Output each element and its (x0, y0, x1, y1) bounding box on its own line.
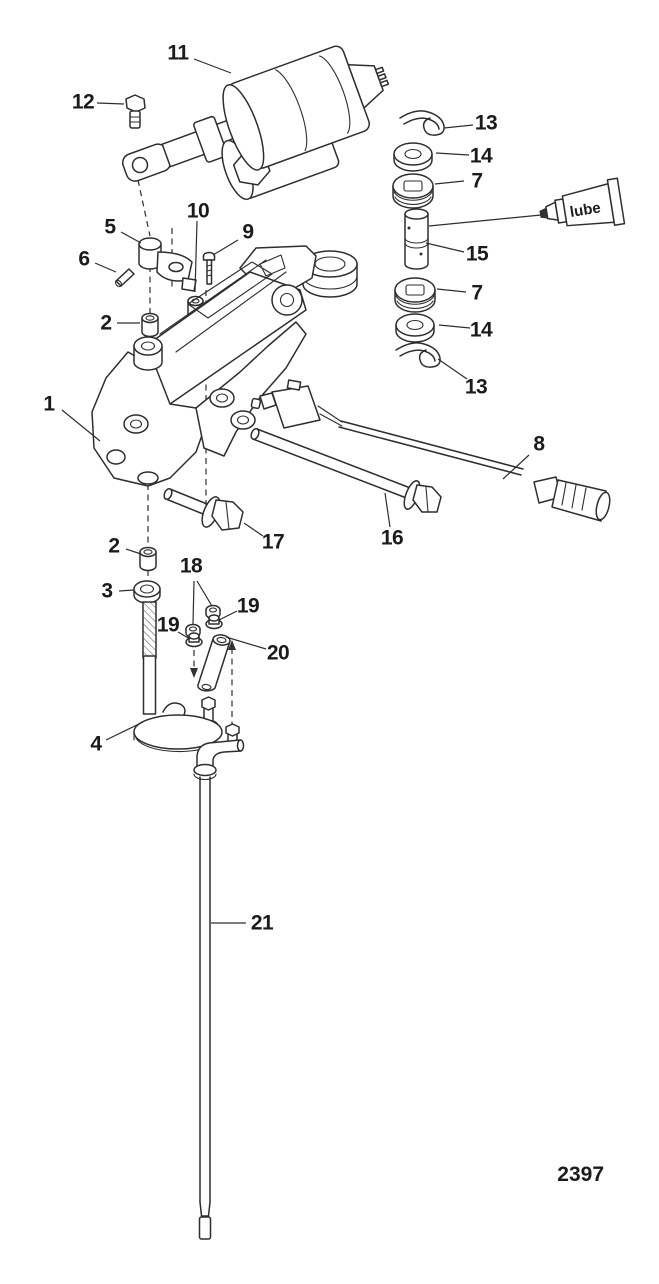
leader-line (244, 523, 263, 536)
callout-label-11: 11 (167, 41, 189, 65)
leader-line (435, 181, 464, 184)
leader-line (436, 153, 469, 155)
part-5-lever-arm (139, 238, 196, 291)
callout-label-15: 15 (465, 242, 489, 266)
lube-label: lube (568, 199, 602, 221)
leader-line (126, 549, 141, 554)
part-6-pin (114, 269, 134, 288)
leader-line (213, 240, 238, 255)
leader-line (385, 493, 390, 527)
callout-label-1: 1 (43, 392, 55, 416)
callout-label-4: 4 (90, 732, 102, 756)
leader-line (503, 455, 529, 479)
lube-tube (429, 178, 624, 236)
leader-line (193, 581, 194, 624)
figure-number: 2397 (557, 1163, 604, 1186)
leader-line (437, 289, 466, 292)
callout-label-6: 6 (78, 247, 90, 271)
part-13-clip-lower (396, 343, 440, 367)
part-9-screw (204, 253, 215, 285)
leader-line (121, 232, 141, 243)
callout-label-13: 13 (464, 375, 488, 399)
leader-lines (62, 59, 529, 923)
leader-line (194, 59, 231, 73)
leader-line (97, 103, 124, 104)
leader-line (426, 243, 464, 252)
callout-label-10: 10 (186, 199, 210, 223)
callout-label-2: 2 (100, 311, 112, 335)
part-14-washer-lower (396, 314, 434, 342)
callout-label-21: 21 (250, 911, 274, 935)
callout-label-13: 13 (474, 111, 498, 135)
leader-line (439, 325, 470, 328)
callout-label-7: 7 (471, 281, 483, 305)
callout-label-7: 7 (471, 169, 483, 193)
part-17-bolt (163, 488, 243, 530)
leader-line (119, 590, 134, 591)
part-12-bolt (126, 95, 145, 128)
callout-label-17: 17 (261, 530, 285, 554)
part-2-bushing-lower (140, 548, 156, 571)
callout-label-9: 9 (242, 220, 254, 244)
callout-label-18: 18 (179, 554, 203, 578)
callout-label-14: 14 (469, 318, 493, 342)
leader-line (197, 581, 212, 606)
callout-label-19: 19 (156, 613, 180, 637)
callout-label-20: 20 (266, 641, 290, 665)
callout-label-3: 3 (101, 579, 113, 603)
part-2-bushing-upper (142, 314, 158, 337)
callout-label-14: 14 (469, 144, 493, 168)
part-21-rod (200, 777, 211, 1239)
part-14-washer-upper (394, 143, 432, 171)
part-20-link (198, 634, 231, 691)
callout-label-2: 2 (108, 534, 120, 558)
callout-label-12: 12 (71, 90, 95, 114)
part-7-grommet-lower (395, 278, 435, 312)
leader-line (444, 125, 473, 128)
callout-label-8: 8 (533, 432, 545, 456)
leader-line (438, 359, 467, 379)
leader-line (219, 611, 237, 620)
part-11-actuator (110, 33, 409, 235)
callout-label-16: 16 (380, 526, 404, 550)
leader-line (95, 263, 116, 272)
part-3-washer (134, 581, 160, 603)
callout-label-5: 5 (104, 215, 116, 239)
part-7-grommet-upper (393, 174, 433, 208)
part-15-pin (405, 209, 428, 269)
part-1-bracket (92, 246, 357, 486)
part-13-clip-upper (400, 111, 444, 135)
callout-label-19: 19 (236, 594, 260, 618)
